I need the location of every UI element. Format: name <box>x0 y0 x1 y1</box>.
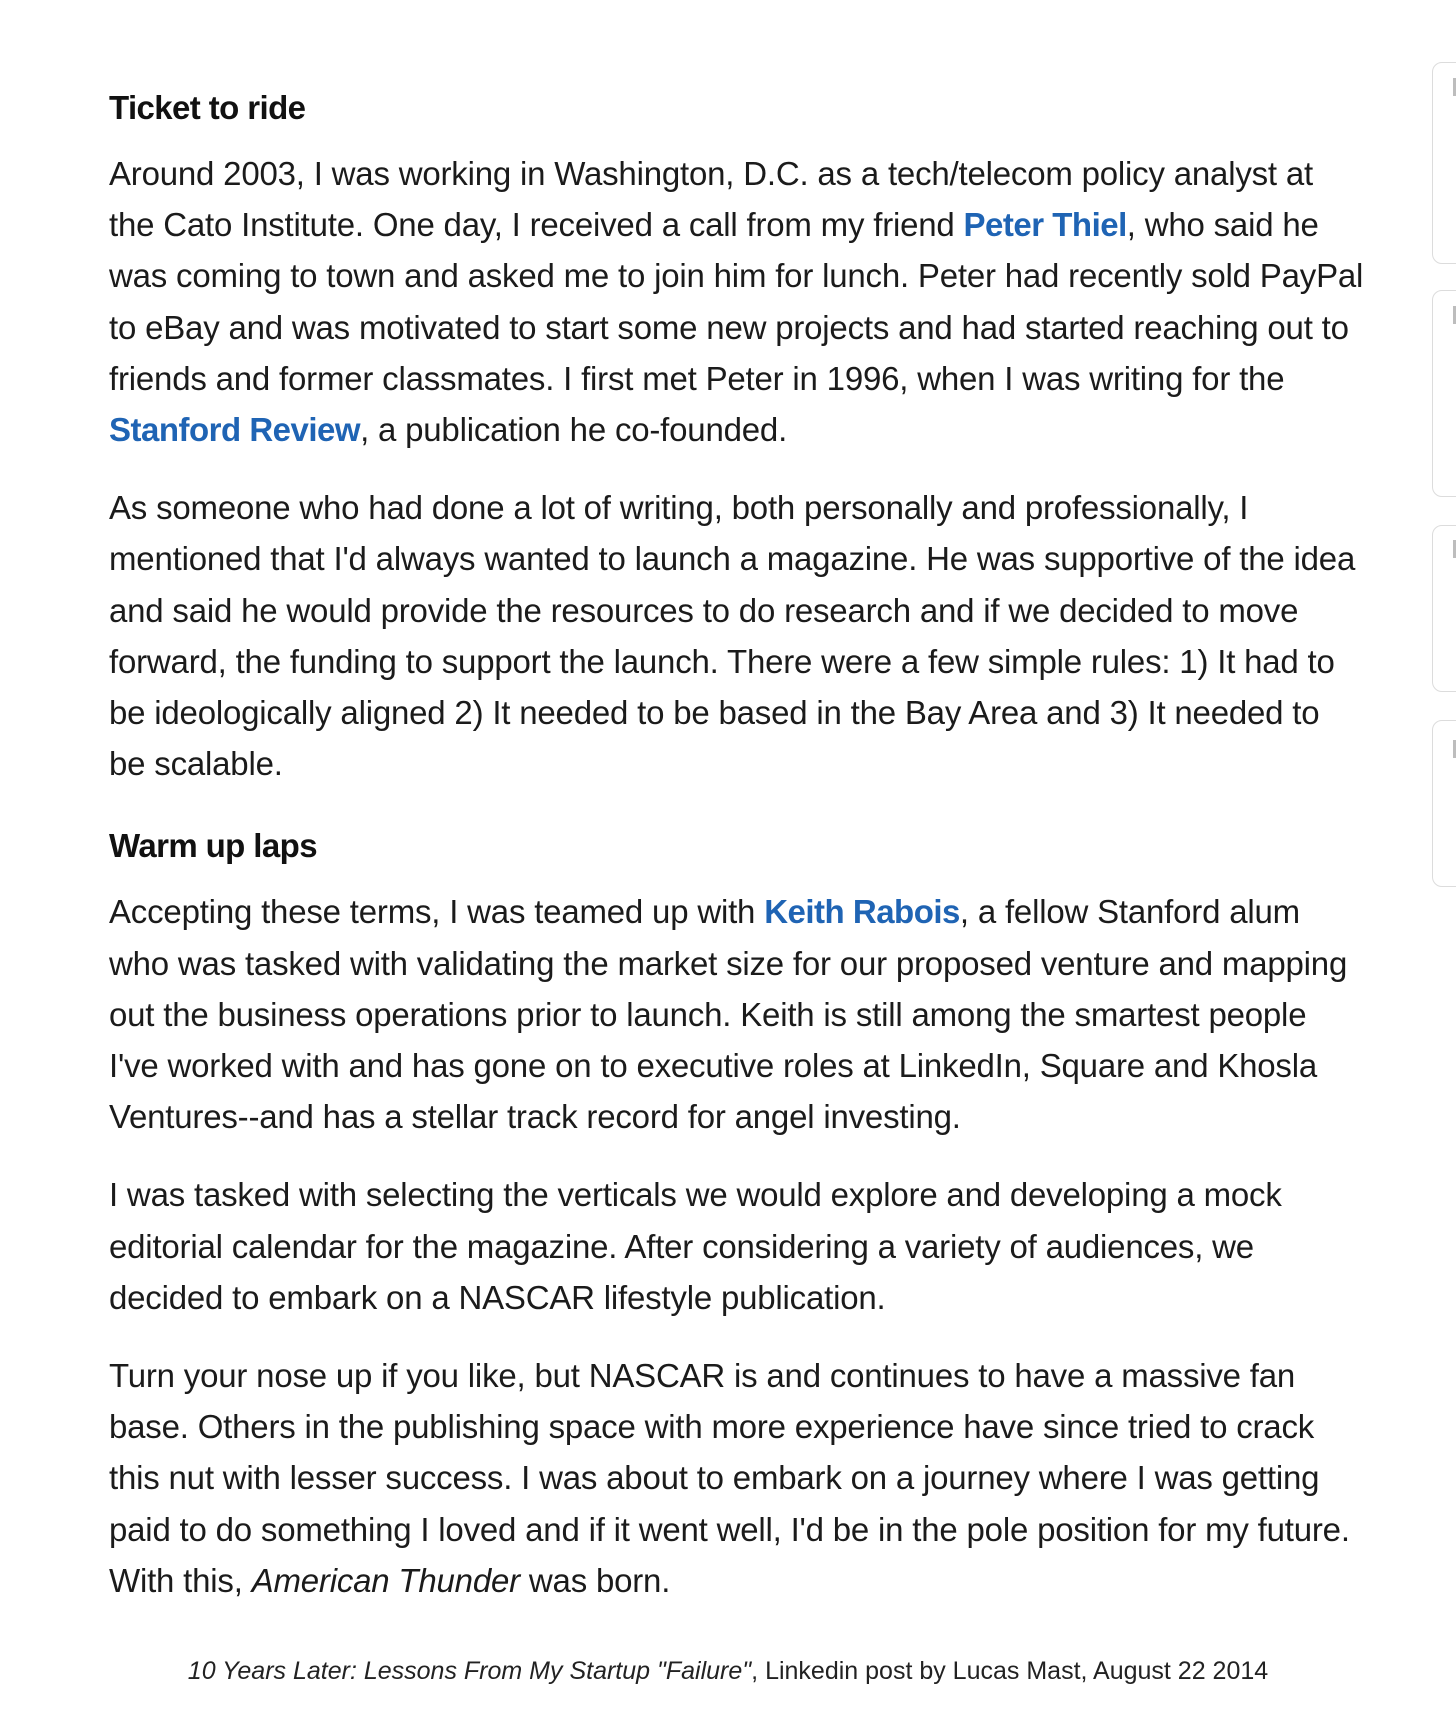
caption-post-title: 10 Years Later: Lessons From My Startup "Failure" <box>187 1657 752 1685</box>
paragraph-text: , a publication he co-founded. <box>360 411 788 449</box>
section-heading-warm-up-laps: Warm up laps <box>109 827 317 865</box>
caption-source: , Linkedin post by Lucas Mast, August 22 2014 <box>751 1657 1269 1685</box>
magazine-title: American Thunder <box>251 1561 520 1599</box>
link-keith-rabois[interactable]: Keith Rabois <box>764 893 960 931</box>
paragraph-text: Turn your nose up if you like, but NASCAR is and continues to have a massive fan base. Others in the publishing space with more experience have since tried to crack this nut with lesser success. I was about to embark on a journey where I was getting paid to do something I loved and if it went well, I'd be in the pole position for my future. With this, <box>109 1357 1350 1599</box>
link-stanford-review[interactable]: Stanford Review <box>109 411 361 449</box>
paragraph-keith <box>109 886 1364 1142</box>
link-peter-thiel[interactable]: Peter Thiel <box>963 206 1127 244</box>
paragraph-verticals: I was tasked with selecting the verticals we would explore and developing a mock editorial calendar for the magazine. After considering a variety of audiences, we decided to embark on a NASCAR lifestyle publication. <box>109 1176 1282 1316</box>
paragraph-text: Accepting these terms, I was teamed up with <box>109 893 765 931</box>
section-heading-ticket-to-ride: Ticket to ride <box>109 89 306 126</box>
paragraph-text: , a fellow Stanford alum who was tasked with validating the market size for our proposed venture and mapping out the business operations prior to launch. Keith is still among the smartest people I've worked with and has gone on to executive roles at LinkedIn, Square and Khosla Ventures--and has a stellar track record for angel investing. <box>109 893 1348 1136</box>
paragraph-text: was born. <box>519 1561 671 1599</box>
image-caption <box>0 1657 1456 1686</box>
paragraph-intro <box>109 148 1364 455</box>
paragraph-magazine-idea: As someone who had done a lot of writing, both personally and professionally, I mentioned that I'd always wanted to launch a magazine. He was supportive of the idea and said he would provide the resources to do research and if we decided to move forward, the funding to support the launch. There were a few simple rules: 1) It had to be ideologically aligned 2) It needed to be based in the Bay Area and 3) It needed to be scalable. <box>109 489 1356 783</box>
paragraph-nascar <box>109 1350 1364 1606</box>
paragraph-text: , who said he was coming to town and asked me to join him for lunch. Peter had recently sold PayPal to eBay and was motivated to start some new projects and had started reaching out to friends and former classmates. I first met Peter in 1996, when I was writing for the <box>109 206 1364 397</box>
paragraph-text: Around 2003, I was working in Washington, D.C. as a tech/telecom policy analyst at the Cato Institute. One day, I received a call from my friend <box>109 155 1313 244</box>
article-body <box>109 78 1364 1633</box>
